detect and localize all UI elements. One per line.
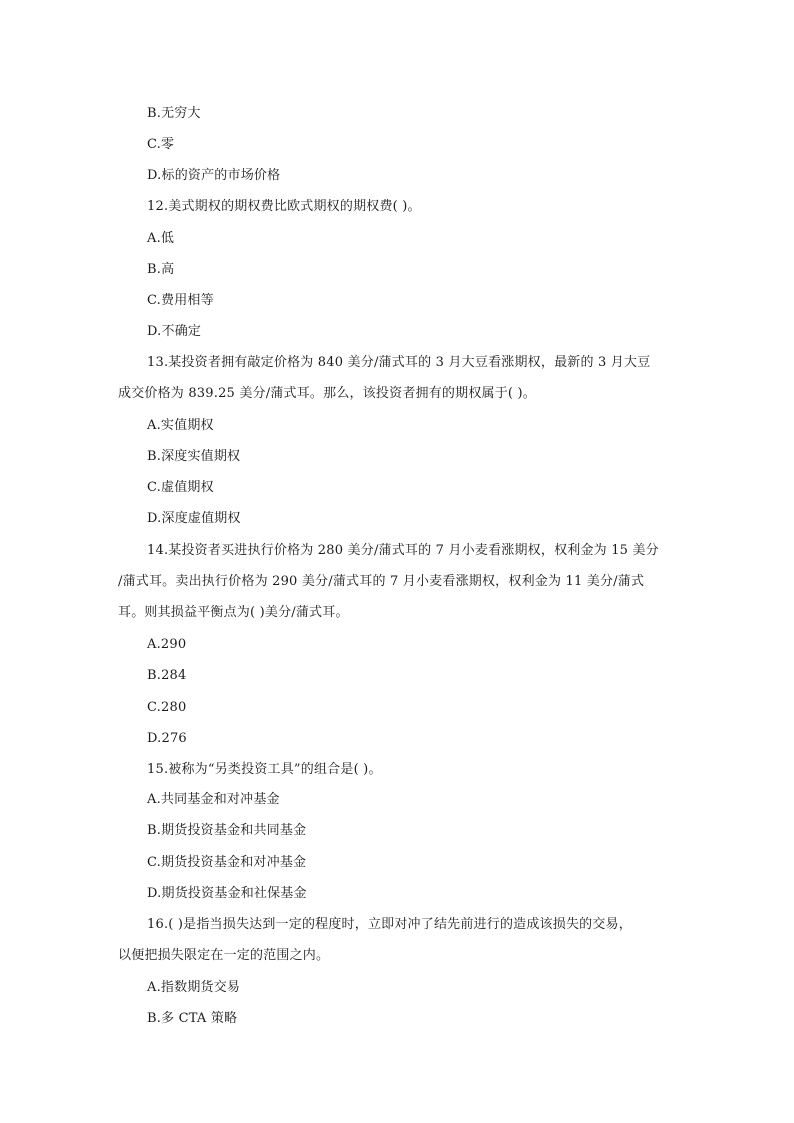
q12-option-b: B.高 — [147, 262, 175, 277]
q11-option-c: C.零 — [147, 137, 175, 152]
q15-option-a: A.共同基金和对冲基金 — [147, 792, 280, 807]
question-15: 15.被称为“另类投资工具”的组合是( )。 — [147, 762, 382, 777]
question-12: 12.美式期权的期权费比欧式期权的期权费( )。 — [147, 199, 421, 214]
q14-option-b: B.284 — [147, 668, 187, 683]
q13-option-c: C.虚值期权 — [147, 480, 214, 495]
q16-option-a: A.指数期货交易 — [147, 980, 241, 995]
question-13-line-2: 成交价格为 839.25 美分/蒲式耳。那么，该投资者拥有的期权属于( )。 — [118, 386, 537, 401]
question-14-line-1: 14.某投资者买进执行价格为 280 美分/蒲式耳的 7 月小麦看涨期权，权利金为 15 美分 — [147, 543, 659, 558]
question-16-line-2: 以便把损失限定在一定的范围之内。 — [118, 948, 330, 963]
q14-option-a: A.290 — [147, 637, 187, 652]
q14-option-d: D.276 — [147, 731, 187, 746]
question-14-line-3: 耳。则其损益平衡点为( )美分/蒲式耳。 — [118, 605, 349, 620]
q11-option-d: D.标的资产的市场价格 — [147, 168, 281, 183]
question-13-line-1: 13.某投资者拥有敲定价格为 840 美分/蒲式耳的 3 月大豆看涨期权，最新的 3 月大豆 — [147, 355, 651, 370]
q13-option-b: B.深度实值期权 — [147, 449, 241, 464]
q12-option-d: D.不确定 — [147, 324, 202, 339]
q12-option-c: C.费用相等 — [147, 293, 214, 308]
q14-option-c: C.280 — [147, 700, 187, 715]
q16-option-b: B.多 CTA 策略 — [147, 1011, 238, 1026]
q13-option-d: D.深度虚值期权 — [147, 511, 241, 526]
question-14-line-2: /蒲式耳。卖出执行价格为 290 美分/蒲式耳的 7 月小麦看涨期权，权利金为 11 美分/蒲式 — [118, 574, 645, 589]
q13-option-a: A.实值期权 — [147, 418, 214, 433]
q15-option-b: B.期货投资基金和共同基金 — [147, 823, 307, 838]
q15-option-d: D.期货投资基金和社保基金 — [147, 886, 307, 901]
question-16-line-1: 16.( )是指当损失达到一定的程度时，立即对冲了结先前进行的造成该损失的交易， — [147, 917, 632, 932]
q11-option-b: B.无穷大 — [147, 106, 201, 121]
q15-option-c: C.期货投资基金和对冲基金 — [147, 855, 307, 870]
q12-option-a: A.低 — [147, 231, 175, 246]
